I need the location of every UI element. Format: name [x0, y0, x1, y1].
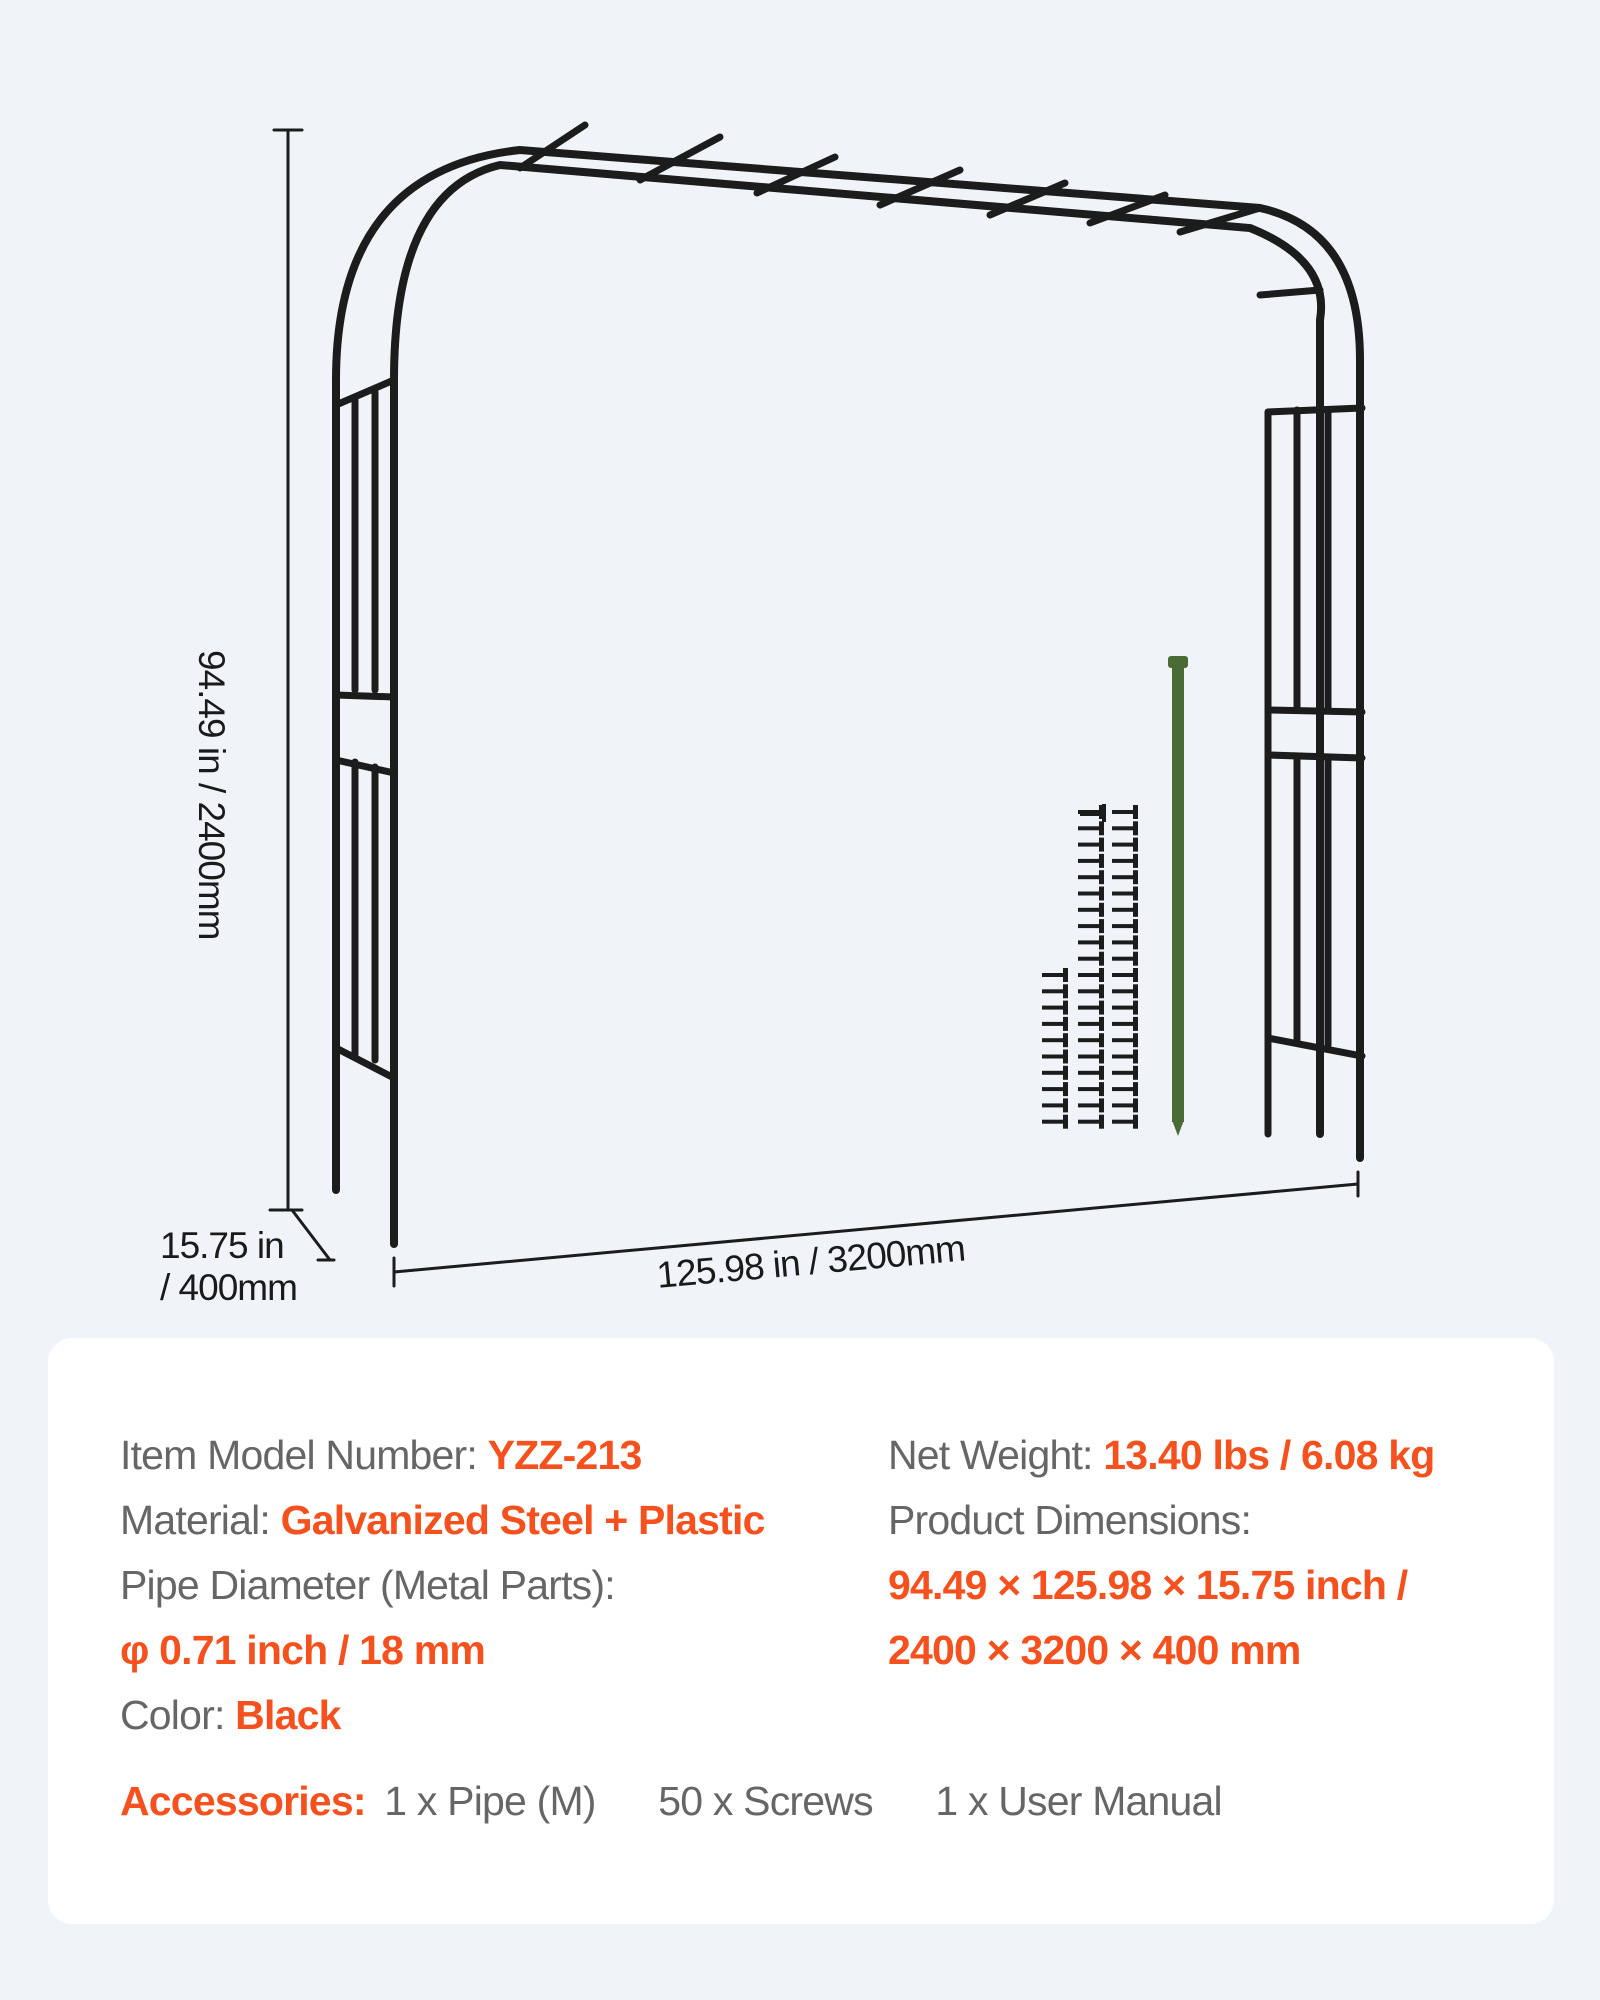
spec-label: Product Dimensions:: [888, 1497, 1252, 1543]
accessory-item: 1 x Pipe (M): [384, 1778, 596, 1824]
spec-label: Color:: [120, 1692, 225, 1738]
depth-label-line2: / 400mm: [160, 1267, 297, 1308]
depth-label-line1: 15.75 in: [160, 1225, 284, 1266]
spec-value: Black: [235, 1692, 341, 1738]
spec-model: [120, 1423, 765, 1488]
spec-material: [120, 1488, 765, 1553]
spec-pipe-diameter: [120, 1553, 765, 1683]
accessory-item: 1 x User Manual: [935, 1778, 1222, 1824]
stake-pipe-icon: [1168, 656, 1188, 1136]
specs-right-column: [888, 1423, 1435, 1683]
spec-value: 13.40 lbs / 6.08 kg: [1103, 1432, 1435, 1478]
specs-card: [48, 1338, 1554, 1924]
spec-value: φ 0.71 inch / 18 mm: [120, 1627, 486, 1673]
spec-value: Galvanized Steel + Plastic: [280, 1497, 765, 1543]
specs-left-column: [120, 1423, 765, 1748]
spec-net-weight: [888, 1423, 1435, 1488]
accessory-item: 50 x Screws: [658, 1778, 873, 1824]
spec-dimensions: [888, 1488, 1435, 1683]
spec-value: YZZ-213: [487, 1432, 642, 1478]
accessories-label: Accessories:: [120, 1778, 366, 1824]
depth-dimension-label: [160, 1225, 297, 1309]
spec-label: Item Model Number:: [120, 1432, 478, 1478]
spec-label: Pipe Diameter (Metal Parts):: [120, 1562, 615, 1608]
spec-value-line1: 94.49 × 125.98 × 15.75 inch /: [888, 1562, 1408, 1608]
spec-label: Net Weight:: [888, 1432, 1093, 1478]
spec-label: Material:: [120, 1497, 271, 1543]
spec-color: [120, 1683, 765, 1748]
accessories-row: [120, 1778, 1222, 1825]
spec-value-line2: 2400 × 3200 × 400 mm: [888, 1627, 1301, 1673]
height-dimension-label: 94.49 in / 2400mm: [191, 650, 232, 940]
width-dimension-label: 125.98 in / 3200mm: [655, 1227, 967, 1296]
